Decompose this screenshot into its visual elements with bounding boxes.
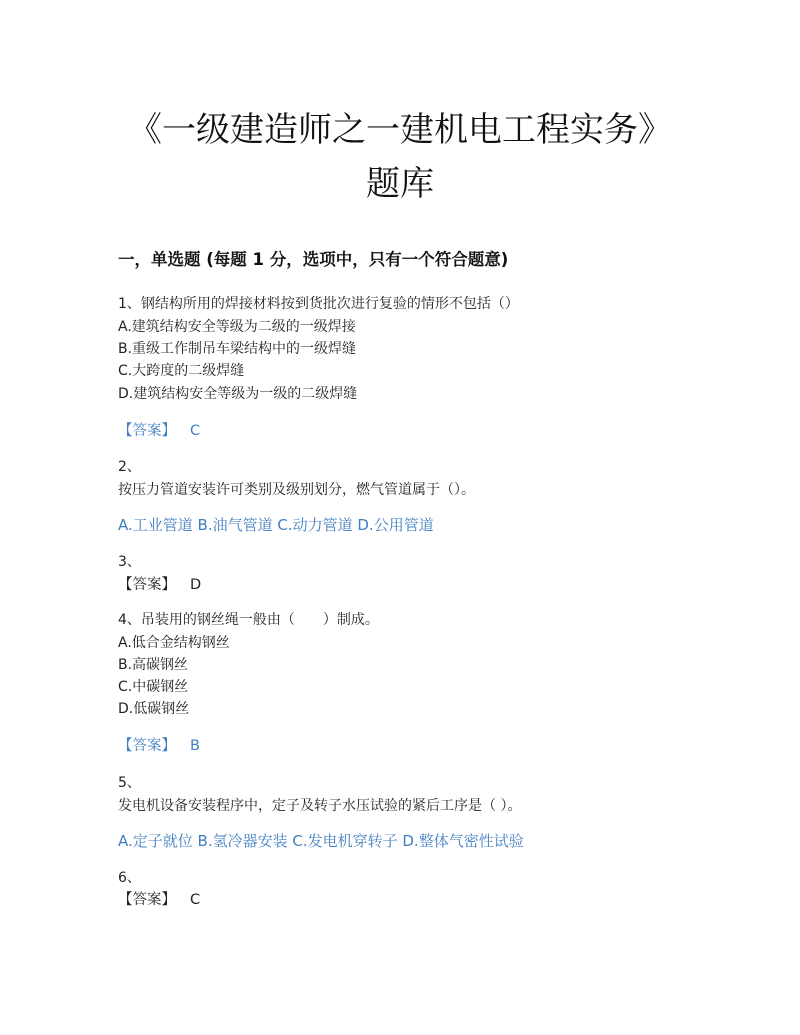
- question-4-option-d: D.低碳钢丝: [118, 701, 190, 717]
- answer-value: C: [190, 423, 201, 439]
- question-6-number: 6、: [118, 870, 141, 886]
- document-title: 《一级建造师之一建机电工程实务》: [128, 110, 672, 150]
- question-5-number: 5、: [118, 775, 141, 791]
- question-4-option-b: B.高碳钢丝: [118, 657, 189, 673]
- section-heading: 一，单选题 (每题 1 分，选项中，只有一个符合题意): [118, 250, 509, 269]
- answer-label: 【答案】: [118, 892, 176, 908]
- question-1-option-a: A.建筑结构安全等级为二级的一级焊接: [118, 319, 356, 335]
- question-3-answer: [118, 575, 201, 595]
- question-1-option-c: C.大跨度的二级焊缝: [118, 363, 245, 379]
- question-5-options: A.定子就位 B.氢冷器安装 C.发电机穿转子 D.整体气密性试验: [118, 832, 524, 850]
- answer-value: B: [190, 738, 200, 754]
- question-3-number: 3、: [118, 554, 141, 570]
- answer-label: 【答案】: [118, 738, 176, 754]
- question-4-option-c: C.中碳钢丝: [118, 679, 189, 695]
- question-1-option-b: B.重级工作制吊车梁结构中的一级焊缝: [118, 341, 357, 357]
- question-6-answer: [118, 890, 200, 910]
- answer-value: C: [190, 892, 201, 908]
- question-1-stem: 1、钢结构所用的焊接材料按到货批次进行复验的情形不包括（）: [118, 296, 519, 312]
- document-title-line2: 题库: [366, 164, 434, 204]
- question-4-option-a: A.低合金结构钢丝: [118, 635, 230, 651]
- answer-label: 【答案】: [118, 577, 176, 593]
- question-4-answer: [118, 736, 200, 756]
- answer-value: D: [190, 577, 202, 593]
- question-5-stem: 发电机设备安装程序中，定子及转子水压试验的紧后工序是（ ）。: [118, 798, 522, 814]
- answer-label: 【答案】: [118, 423, 176, 439]
- question-2-stem: 按压力管道安装许可类别及级别划分，燃气管道属于（）。: [118, 482, 475, 498]
- question-1-answer: [118, 421, 200, 441]
- question-1-option-d: D.建筑结构安全等级为一级的二级焊缝: [118, 386, 358, 402]
- question-2-number: 2、: [118, 459, 141, 475]
- question-4-stem: 4、吊装用的钢丝绳一般由（ ）制成。: [118, 612, 379, 628]
- question-2-options: A.工业管道 B.油气管道 C.动力管道 D.公用管道: [118, 516, 434, 534]
